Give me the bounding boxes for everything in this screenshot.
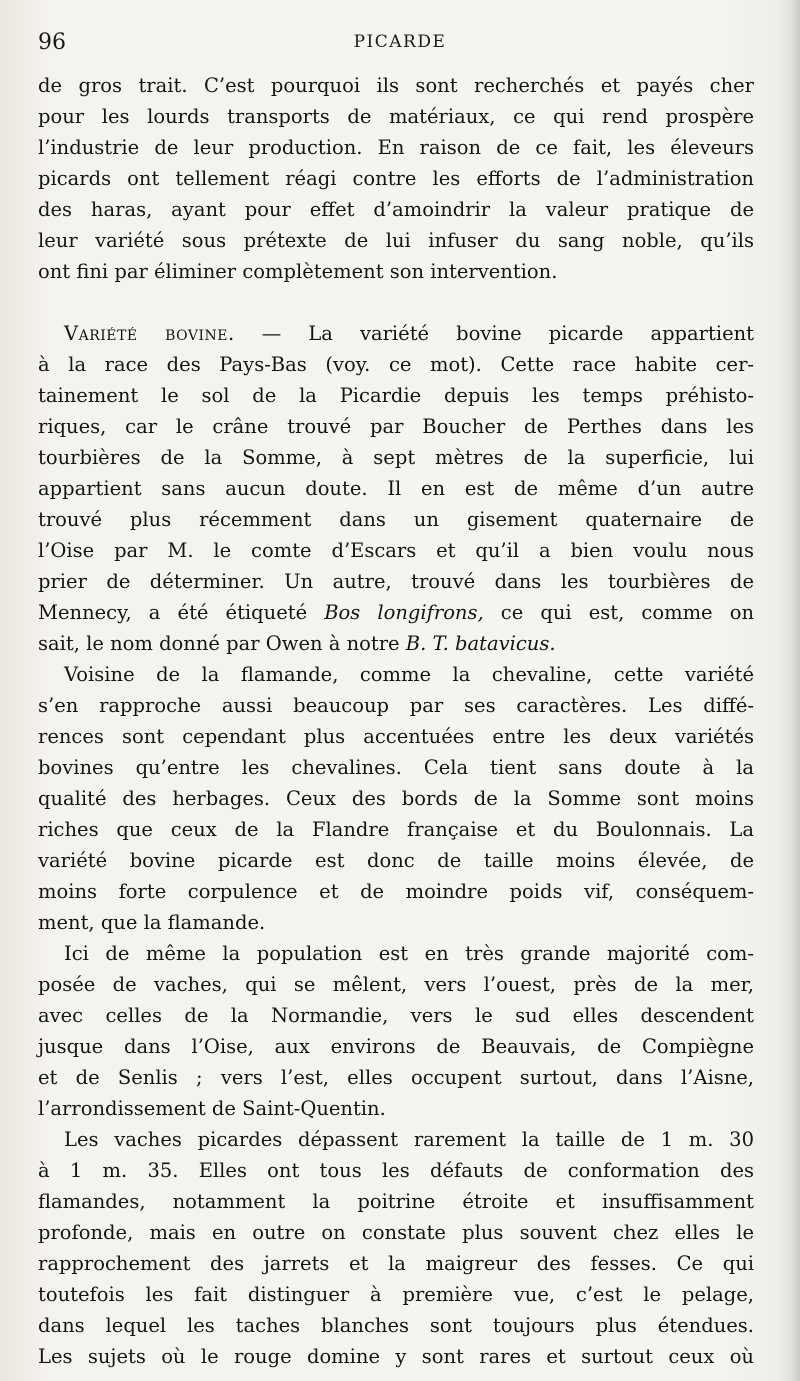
section-heading: Variété bovine.	[64, 322, 235, 345]
text-line: rences sont cependant plus accentuées entre les deux variétés	[38, 725, 754, 748]
paragraph-horses-continued	[38, 70, 754, 287]
text-line: riques, car le crâne trouvé par Boucher de Perthes dans les	[38, 415, 754, 438]
latin-name: Bos longifrons,	[324, 601, 484, 624]
paragraph-voisine	[38, 659, 754, 938]
text-line: moins forte corpulence et de moindre poids vif, conséquem-	[38, 880, 754, 903]
text-line: Voisine de la flamande, comme la chevaline, cette variété	[64, 663, 754, 686]
paragraph-variete-bovine	[38, 318, 754, 659]
text-line: tainement le sol de la Picardie depuis les temps préhisto-	[38, 384, 754, 407]
text-line: flamandes, notamment la poitrine étroite et insuffisamment	[38, 1190, 754, 1213]
text-line: l’arrondissement de Saint-Quentin.	[38, 1097, 386, 1120]
text-line: avec celles de la Normandie, vers le sud elles descendent	[38, 1004, 754, 1027]
text-line: trouvé plus récemment dans un gisement quaternaire de	[38, 508, 754, 531]
text-line: dans lequel les taches blanches sont toujours plus étendues.	[38, 1314, 754, 1337]
text-line: leur variété sous prétexte de lui infuser du sang noble, qu’ils	[38, 229, 754, 252]
text-line: Les sujets où le rouge domine y sont rares et surtout ceux où	[38, 1345, 754, 1368]
text-line: rapprochement des jarrets et la maigreur des fesses. Ce qui	[38, 1252, 754, 1275]
text-line: appartient sans aucun doute. Il en est de même d’un autre	[38, 477, 754, 500]
page-spine-shadow	[778, 0, 800, 1381]
text-line: toutefois les fait distinguer à première vue, c’est le pelage,	[38, 1283, 754, 1306]
text-line: jusque dans l’Oise, aux environs de Beauvais, de Compiègne	[38, 1035, 754, 1058]
text-line: sait, le nom donné par Owen à notre B. T. batavicus.	[38, 632, 556, 655]
text-line: Mennecy, a été étiqueté Bos longifrons, ce qui est, comme on	[38, 601, 754, 624]
text-line: de gros trait. C’est pourquoi ils sont recherchés et payés cher	[38, 74, 754, 97]
text-line: s’en rapproche aussi beaucoup par ses caractères. Les diffé-	[38, 694, 754, 717]
text-line: ment, que la flamande.	[38, 911, 266, 934]
text-line: l’Oise par M. le comte d’Escars et qu’il a bien voulu nous	[38, 539, 754, 562]
text-line: ont fini par éliminer complètement son intervention.	[38, 260, 558, 283]
running-head: PICARDE	[353, 32, 447, 52]
text-line: l’industrie de leur production. En raison de ce fait, les éleveurs	[38, 136, 754, 159]
text-line: et de Senlis ; vers l’est, elles occupent surtout, dans l’Aisne,	[38, 1066, 754, 1089]
text-line: riches que ceux de la Flandre française et du Boulonnais. La	[38, 818, 754, 841]
text-line: pour les lourds transports de matériaux, ce qui rend prospère	[38, 105, 754, 128]
text-line: à la race des Pays-Bas (voy. ce mot). Cette race habite cer-	[38, 353, 754, 376]
page-body	[38, 70, 754, 1372]
text-line: bovines qu’entre les chevalines. Cela tient sans doute à la	[38, 756, 754, 779]
text-line: à 1 m. 35. Elles ont tous les défauts de conformation des	[38, 1159, 754, 1182]
text-line: Variété bovine. — La variété bovine picarde appartient	[64, 322, 754, 345]
text-line: des haras, ayant pour effet d’amoindrir la valeur pratique de	[38, 198, 754, 221]
text-line: tourbières de la Somme, à sept mètres de la superficie, lui	[38, 446, 754, 469]
latin-name: B. T. batavicus.	[405, 632, 556, 655]
text-line: prier de déterminer. Un autre, trouvé dans les tourbières de	[38, 570, 754, 593]
paragraph-vaches-picardes	[38, 1124, 754, 1372]
page-header	[0, 30, 800, 60]
text-line: Ici de même la population est en très grande majorité com-	[64, 942, 754, 965]
text-line: picards ont tellement réagi contre les efforts de l’administration	[38, 167, 754, 190]
text-line: profonde, mais en outre on constate plus souvent chez elles le	[38, 1221, 754, 1244]
section-gap	[38, 287, 754, 318]
text-line: variété bovine picarde est donc de taille moins élevée, de	[38, 849, 754, 872]
text-line: posée de vaches, qui se mêlent, vers l’ouest, près de la mer,	[38, 973, 754, 996]
paragraph-population	[38, 938, 754, 1124]
page-number: 96	[38, 30, 66, 55]
text-line: qualité des herbages. Ceux des bords de la Somme sont moins	[38, 787, 754, 810]
text-line: Les vaches picardes dépassent rarement la taille de 1 m. 30	[64, 1128, 754, 1151]
